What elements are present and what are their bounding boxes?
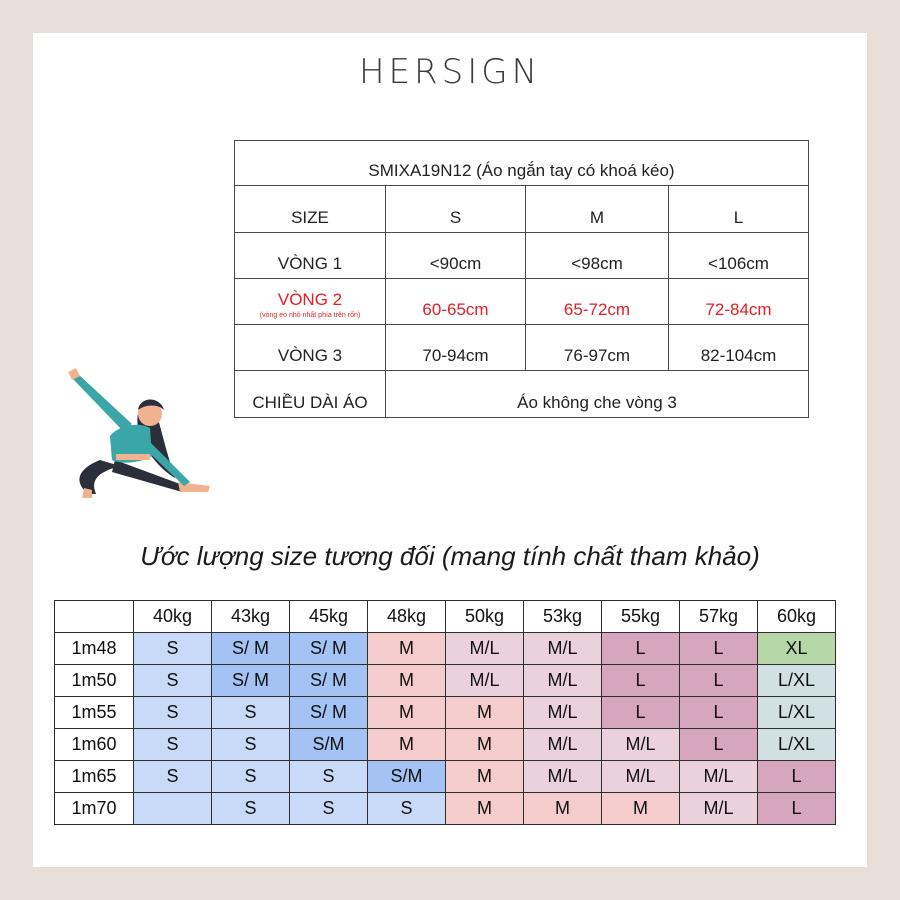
size-estimate-headline: Ước lượng size tương đối (mang tính chất tham khảo) [140,541,760,571]
vong3-m: 76-97cm [526,325,669,371]
vong2-label: VÒNG 2 [277,290,343,309]
row-label-length: CHIỀU DÀI ÁO [235,371,386,418]
height-label: 1m50 [55,665,134,697]
size-cell: S [134,761,212,793]
size-cell: M/L [680,761,758,793]
size-matrix-table [54,600,836,825]
vong2-s: 60-65cm [386,279,526,325]
size-cell: S [134,729,212,761]
size-cell: L [758,761,836,793]
size-cell: M [446,761,524,793]
weight-header: 43kg [212,601,290,633]
size-cell: S/ M [212,633,290,665]
size-cell [134,793,212,825]
size-cell: M [368,697,446,729]
size-cell: M [446,697,524,729]
size-cell: M [524,793,602,825]
size-cell: S [290,761,368,793]
table-row [55,729,836,761]
product-title: SMIXA19N12 (Áo ngắn tay có khoá kéo) [235,141,809,186]
size-cell: M/L [446,665,524,697]
brand-logo: HERSIGN [358,52,542,92]
height-label: 1m60 [55,729,134,761]
size-cell: L [602,633,680,665]
size-m-header: M [526,186,669,233]
size-cell: M [446,793,524,825]
size-cell: L [758,793,836,825]
size-cell: M [368,633,446,665]
length-value: Áo không che vòng 3 [386,371,809,418]
size-s-header: S [386,186,526,233]
vong3-s: 70-94cm [386,325,526,371]
row-label-vong1: VÒNG 1 [235,233,386,279]
size-cell: S/ M [290,697,368,729]
weight-header: 45kg [290,601,368,633]
size-cell: L [680,665,758,697]
size-cell: M/L [602,761,680,793]
vong2-note: (vòng eo nhỏ nhất phía trên rốn) [259,312,361,319]
vong3-l: 82-104cm [669,325,809,371]
size-cell: L [680,697,758,729]
size-cell: S/ M [290,633,368,665]
size-l-header: L [669,186,809,233]
weight-header: 50kg [446,601,524,633]
weight-header: 55kg [602,601,680,633]
size-cell: L [680,729,758,761]
row-label-vong3: VÒNG 3 [235,325,386,371]
vong2-m: 65-72cm [526,279,669,325]
size-cell: L [602,697,680,729]
size-cell: M/L [446,633,524,665]
vong1-l: <106cm [669,233,809,279]
yoga-illustration [60,368,220,498]
size-cell: S [212,761,290,793]
weight-header-row [55,601,836,633]
size-cell: M [446,729,524,761]
size-cell: S [134,633,212,665]
product-size-table [234,140,809,418]
size-header: SIZE [235,186,386,233]
size-cell: M/L [524,729,602,761]
size-cell: L [680,633,758,665]
size-cell: S/ M [290,665,368,697]
size-cell: M/L [602,729,680,761]
table-row [55,793,836,825]
corner-cell [55,601,134,633]
height-label: 1m65 [55,761,134,793]
weight-header: 60kg [758,601,836,633]
height-label: 1m48 [55,633,134,665]
vong1-s: <90cm [386,233,526,279]
size-cell: M/L [524,697,602,729]
size-cell: M/L [524,761,602,793]
size-cell: M/L [524,633,602,665]
size-cell: L/XL [758,697,836,729]
weight-header: 40kg [134,601,212,633]
size-cell: S/ M [212,665,290,697]
size-cell: S/M [290,729,368,761]
size-cell: M/L [680,793,758,825]
size-cell: L [602,665,680,697]
size-cell: M [602,793,680,825]
size-cell: L/XL [758,729,836,761]
vong1-m: <98cm [526,233,669,279]
size-cell: S/M [368,761,446,793]
size-cell: S [212,697,290,729]
size-cell: XL [758,633,836,665]
size-cell: S [368,793,446,825]
size-cell: L/XL [758,665,836,697]
weight-header: 53kg [524,601,602,633]
table-row [55,697,836,729]
table-row [55,665,836,697]
weight-header: 48kg [368,601,446,633]
size-cell: S [212,729,290,761]
table-row [55,633,836,665]
size-cell: M [368,729,446,761]
vong2-l: 72-84cm [669,279,809,325]
size-cell: S [134,697,212,729]
size-cell: S [290,793,368,825]
row-label-vong2 [235,279,386,325]
size-cell: M/L [524,665,602,697]
size-cell: S [134,665,212,697]
height-label: 1m55 [55,697,134,729]
size-cell: M [368,665,446,697]
table-row [55,761,836,793]
height-label: 1m70 [55,793,134,825]
size-cell: S [212,793,290,825]
weight-header: 57kg [680,601,758,633]
